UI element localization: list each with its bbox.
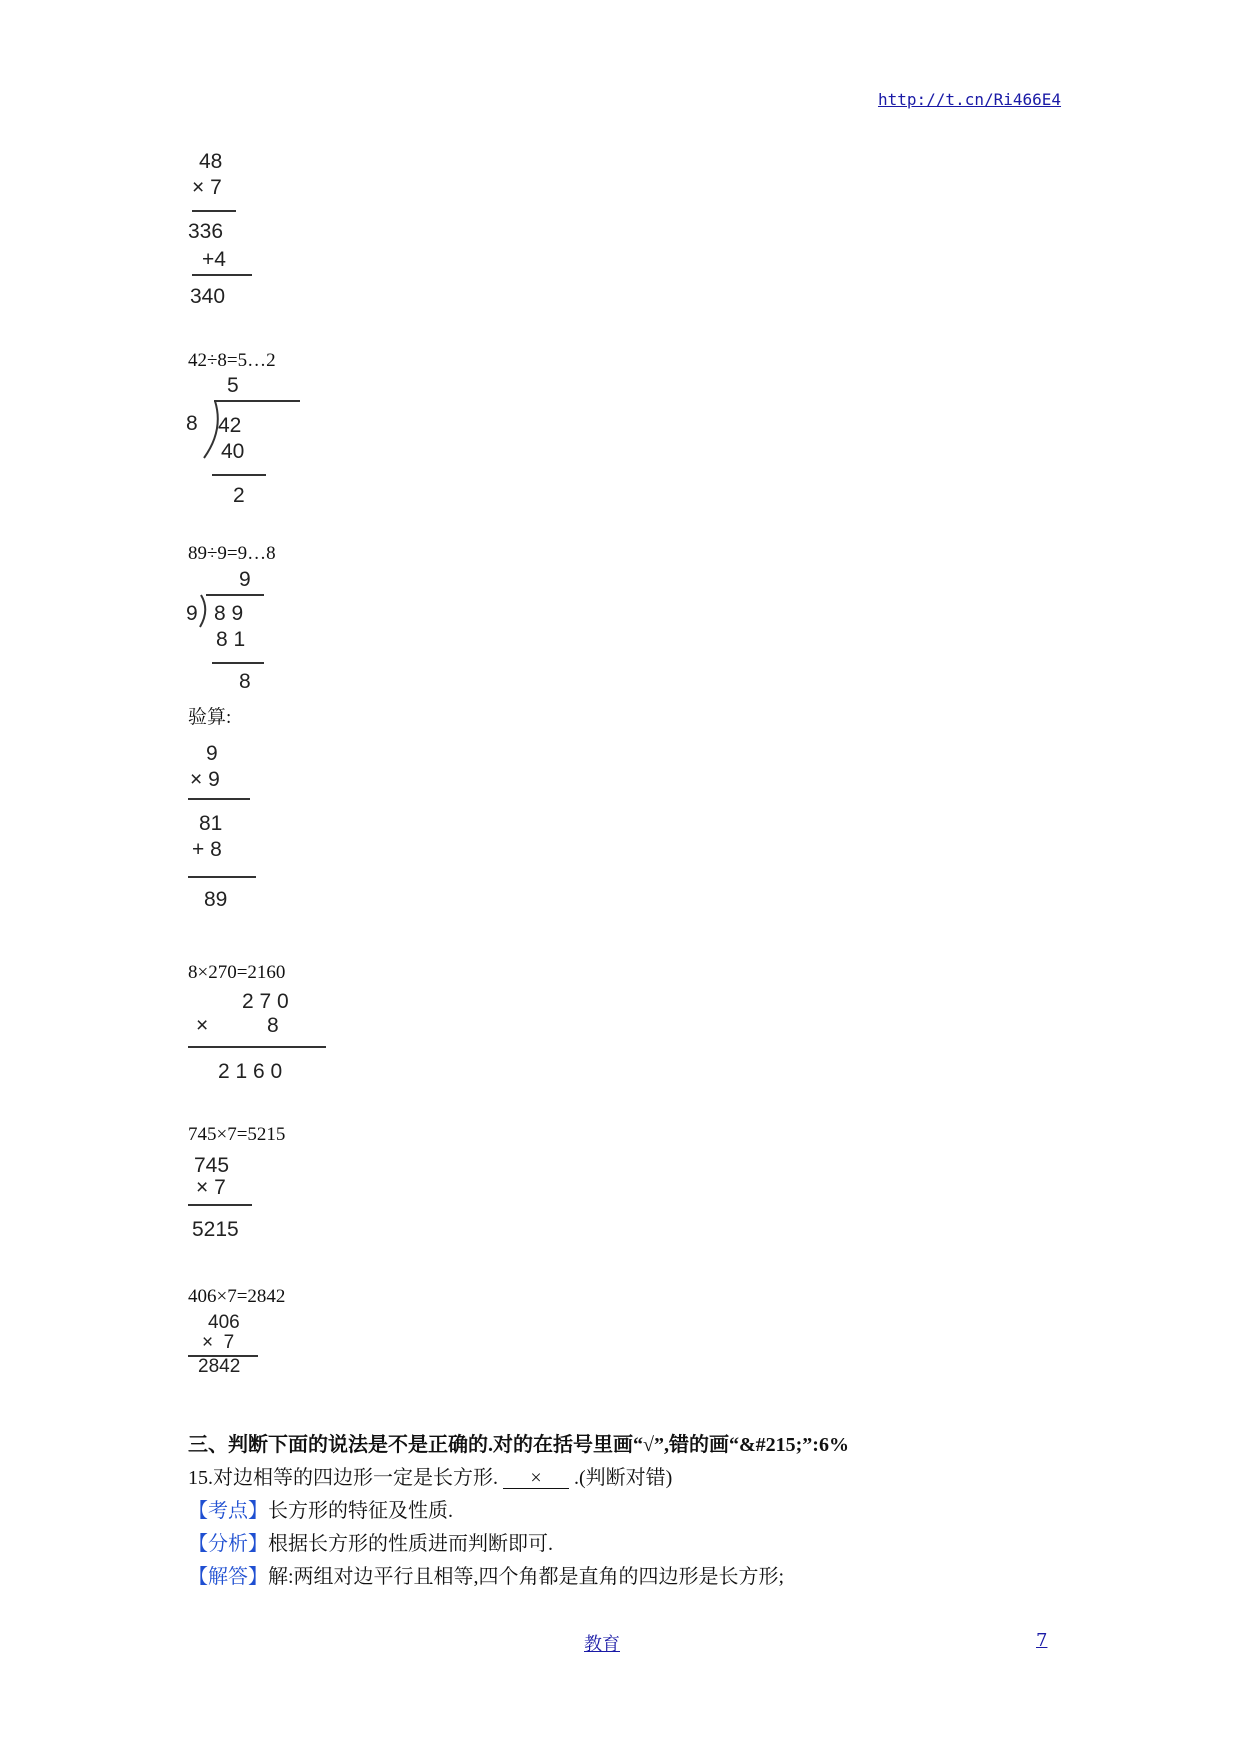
calc-row: × 7 [192,176,222,199]
long-division-42-div-8 [186,374,306,514]
calc-line [188,798,250,800]
divisor: 9 [186,602,198,625]
calc-sign: × [196,1014,209,1037]
division-bracket [200,400,220,460]
jieda-text: 解:两组对边平行且相等,四个角都是直角的四边形是长方形; [268,1566,785,1588]
partial-product: 8 1 [216,628,246,651]
check-label: 验算: [188,707,232,728]
calc-row: 8 [267,1014,279,1037]
dividend: 8 9 [214,602,244,625]
jieda-tag: 【解答】 [188,1566,268,1588]
calc-row: 745 [194,1154,230,1177]
division-bar [214,400,300,402]
page-number[interactable]: 7 [1036,1630,1048,1651]
calc-row: 48 [199,150,223,173]
fenxi-line [188,1527,553,1556]
kaodian-line [188,1494,453,1523]
calc-line [192,274,252,276]
calc-line [192,210,236,212]
subtraction-line [212,474,266,476]
vertical-calc-8x270 [188,990,338,1090]
calc-line [188,1046,326,1048]
calc-row: 336 [188,220,224,243]
footer-link[interactable]: 教育 [584,1634,620,1655]
calc-row: 81 [199,812,223,835]
question-stem: 15.对边相等的四边形一定是长方形. [188,1467,498,1489]
kaodian-tag: 【考点】 [188,1500,268,1522]
vertical-calc-406x7 [188,1312,268,1382]
calc-row: × 7 [196,1176,226,1199]
long-division-89-div-9 [186,568,276,698]
calc-row: +4 [202,248,226,271]
quotient: 9 [239,568,251,591]
division-bar [206,594,264,596]
vertical-calc-745x7 [188,1154,268,1250]
section-title: 三、判断下面的说法是不是正确的.对的在括号里画“√”,错的画“&#215;”:6% [188,1434,849,1456]
calc-row: 2842 [198,1356,241,1377]
calc-row: 9 [206,742,218,765]
equation-745-times-7: 745×7=5215 [188,1124,286,1145]
remainder: 2 [233,484,245,507]
equation-42-div-8: 42÷8=5…2 [188,350,276,371]
calc-row: 340 [190,285,226,308]
calc-line [188,876,256,878]
quotient: 5 [227,374,239,397]
calc-row: 2 1 6 0 [218,1060,283,1083]
jieda-line [188,1560,784,1589]
answer-blank: × [503,1468,569,1489]
equation-8-times-270: 8×270=2160 [188,962,286,983]
calc-row: × 7 [202,1332,235,1353]
kaodian-text: 长方形的特征及性质. [268,1500,453,1522]
calc-row: 2 7 0 [242,990,289,1013]
equation-89-div-9: 89÷9=9…8 [188,543,276,564]
calc-row: 5215 [192,1218,239,1241]
calc-row: × 9 [190,768,220,791]
equation-406-times-7: 406×7=2842 [188,1286,286,1307]
vertical-calc-48x7 [188,150,278,310]
divisor: 8 [186,412,198,435]
remainder: 8 [239,670,251,693]
vertical-calc-check [188,742,268,917]
calc-line [188,1204,252,1206]
calc-row: 406 [208,1312,240,1333]
division-bracket [198,594,210,628]
calc-row: + 8 [192,838,222,861]
calc-row: 89 [204,888,228,911]
fenxi-tag: 【分析】 [188,1533,268,1555]
subtraction-line [212,662,264,664]
header-link[interactable]: http://t.cn/Ri466E4 [878,90,1062,109]
fenxi-text: 根据长方形的性质进而判断即可. [268,1533,553,1555]
dividend: 42 [218,414,242,437]
question-15 [188,1461,672,1490]
partial-product: 40 [221,440,245,463]
question-suffix: .(判断对错) [574,1467,673,1489]
